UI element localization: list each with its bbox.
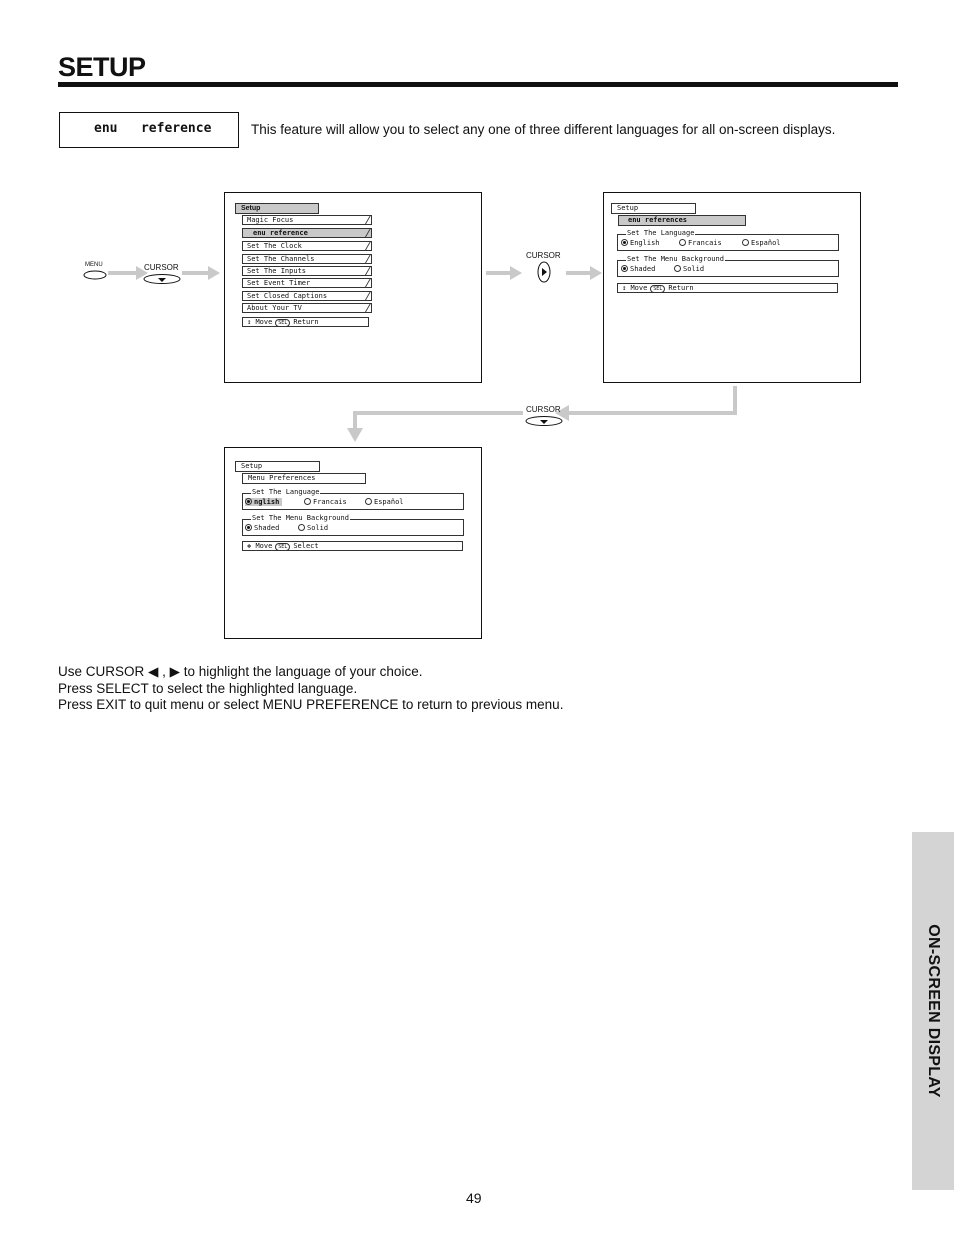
language-option-english[interactable]: English	[621, 239, 660, 247]
language-option-espanol[interactable]: Español	[365, 498, 404, 506]
language-legend: Set The Language	[627, 229, 695, 237]
menu-item-menu-preference[interactable]: enu reference	[242, 228, 372, 238]
sel-pill: SEL	[650, 285, 665, 293]
arrow-right-icon	[486, 266, 522, 280]
language-option-espanol[interactable]: Español	[742, 239, 781, 247]
footer-move: Move	[255, 318, 273, 326]
cursor-label: CURSOR	[144, 263, 179, 272]
instruction-line: Press SELECT to select the highlighted language.	[58, 680, 358, 696]
screen-menu-preferences-1	[603, 192, 861, 383]
menu-item-set-the-inputs[interactable]: Set The Inputs	[242, 266, 372, 276]
radio-icon	[304, 498, 311, 505]
arrow-right-icon	[566, 266, 602, 280]
language-legend: Set The Language	[252, 488, 320, 496]
menu-item-set-closed-captions[interactable]: Set Closed Captions	[242, 291, 372, 301]
footer-move: Move	[630, 284, 648, 292]
footer-action: Return	[293, 318, 319, 326]
menu-item-set-the-channels[interactable]: Set The Channels	[242, 254, 372, 264]
menu-preferences-tab: Menu Preferences	[242, 473, 366, 484]
updown-icon: ↕	[622, 284, 627, 292]
cursor-down-icon	[142, 273, 182, 285]
background-legend: Set The Menu Background	[252, 514, 349, 522]
radio-selected-icon	[621, 239, 628, 246]
language-option-francais[interactable]: Francais	[304, 498, 347, 506]
remote-cursor-3	[524, 405, 564, 427]
page-number: 49	[466, 1190, 482, 1206]
remote-menu	[83, 264, 107, 274]
cursor-label: CURSOR	[526, 405, 561, 414]
background-option-solid[interactable]: Solid	[674, 265, 704, 273]
screen-footer	[242, 541, 463, 551]
sel-pill: SEL	[275, 319, 290, 327]
background-group	[617, 255, 839, 277]
language-option-english[interactable]: nglish	[245, 498, 282, 506]
screen-menu-preferences-2	[224, 447, 482, 639]
radio-selected-icon	[245, 498, 252, 505]
footer-action: Return	[668, 284, 694, 292]
feature-label-box	[59, 112, 239, 148]
cursor-label: CURSOR	[526, 251, 561, 260]
menu-button-label: MENU	[85, 262, 103, 268]
feature-label: enu reference	[94, 121, 212, 136]
section-side-tab	[912, 832, 954, 1190]
footer-move: Move	[255, 542, 273, 550]
cursor-down-icon	[524, 415, 564, 427]
title-rule	[58, 82, 898, 87]
radio-icon	[742, 239, 749, 246]
four-way-icon: ❖	[247, 542, 252, 550]
intro-text: This feature will allow you to select any one of three different languages for all on-screen displays.	[251, 122, 836, 137]
menu-item-set-event-timer[interactable]: Set Event Timer	[242, 278, 372, 288]
background-option-shaded[interactable]: Shaded	[621, 265, 655, 273]
remote-cursor-2	[524, 250, 564, 286]
language-group	[242, 488, 464, 510]
menu-item-magic-focus[interactable]: Magic Focus	[242, 215, 372, 225]
remote-cursor-1	[142, 263, 182, 285]
screen-footer	[617, 283, 838, 293]
setup-tab: Setup	[611, 203, 696, 214]
instructions	[58, 664, 563, 714]
arrow-right-icon	[182, 266, 220, 280]
radio-icon	[679, 239, 686, 246]
sel-pill: SEL	[275, 543, 290, 551]
page-title: SETUP	[58, 52, 146, 82]
updown-icon: ↕	[247, 318, 252, 326]
background-option-solid[interactable]: Solid	[298, 524, 328, 532]
setup-tab: Setup	[235, 203, 319, 214]
radio-icon	[298, 524, 305, 531]
language-group	[617, 229, 839, 251]
radio-selected-icon	[245, 524, 252, 531]
menu-item-about-your-tv[interactable]: About Your TV	[242, 303, 372, 313]
cursor-right-icon	[536, 260, 552, 284]
screen-footer	[242, 317, 369, 327]
instruction-line: Use CURSOR ◀ , ▶ to highlight the language of your choice.	[58, 664, 423, 679]
setup-tab: Setup	[235, 461, 320, 472]
menu-item-set-the-clock[interactable]: Set The Clock	[242, 241, 372, 251]
screen-setup-menu	[224, 192, 482, 383]
footer-action: Select	[293, 542, 319, 550]
menu-preferences-tab: enu references	[618, 215, 746, 226]
background-group	[242, 514, 464, 536]
radio-icon	[674, 265, 681, 272]
section-side-tab-label: ON-SCREEN DISPLAY	[925, 924, 942, 1098]
background-option-shaded[interactable]: Shaded	[245, 524, 279, 532]
menu-button-icon	[83, 270, 107, 280]
instruction-line: Press EXIT to quit menu or select MENU PREFERENCE to return to previous menu.	[58, 697, 564, 712]
radio-icon	[365, 498, 372, 505]
radio-selected-icon	[621, 265, 628, 272]
background-legend: Set The Menu Background	[627, 255, 724, 263]
language-option-francais[interactable]: Francais	[679, 239, 722, 247]
